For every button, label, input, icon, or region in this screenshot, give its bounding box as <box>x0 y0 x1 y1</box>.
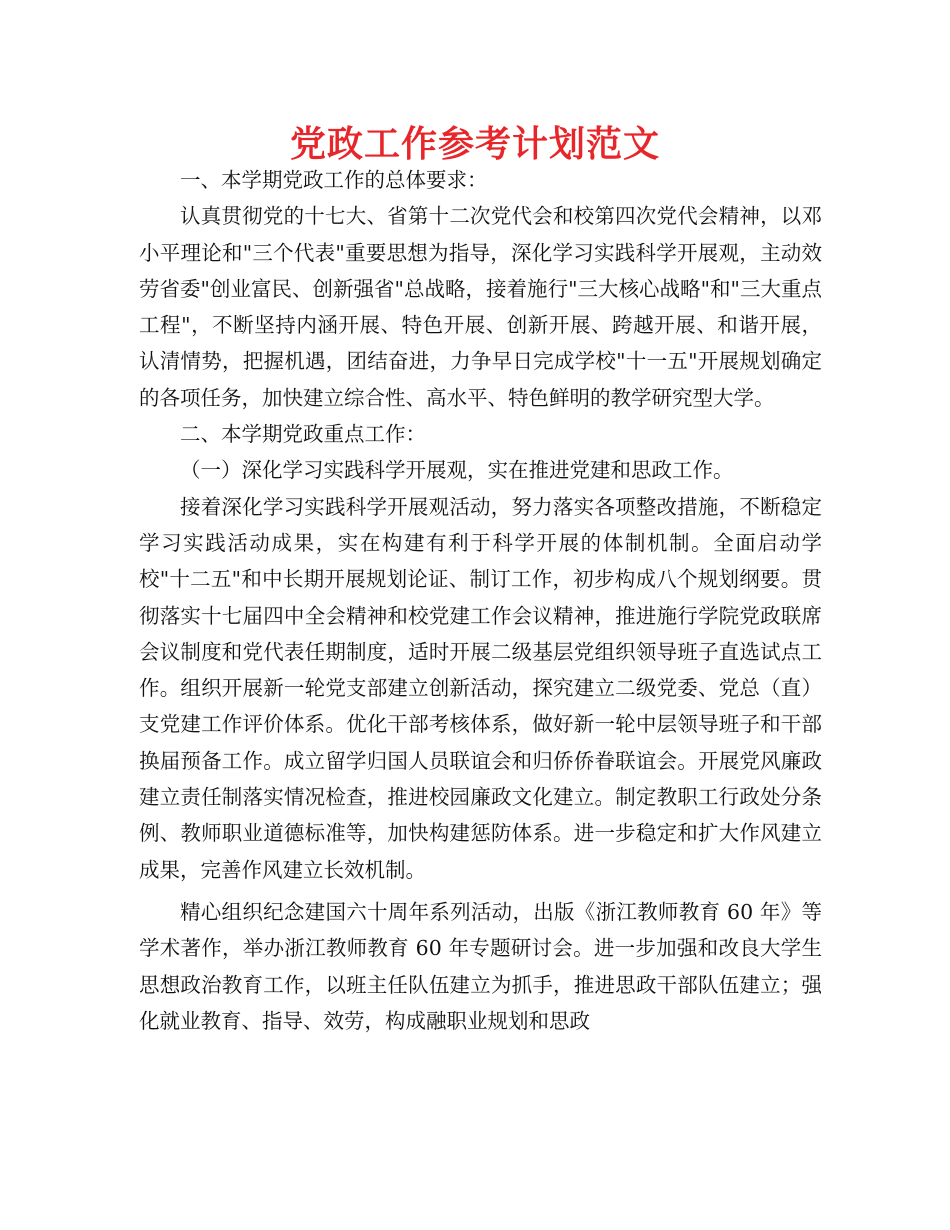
section-heading-2: 二、本学期党政重点工作： <box>180 422 426 447</box>
document-body <box>139 162 822 1039</box>
section-heading-1: 一、本学期党政工作的总体要求： <box>180 168 488 192</box>
paragraph-party-building: 接着深化学习实践科学开展观活动，努力落实各项整改措施，不断稳定学习实践活动成果，实在构建有利于科学开展的体制机制。全面启动学校"十二五"和中长期开展规划论证、制订工作，初步构成八个规划纲要。贯彻落实十七届四中全会精神和校党建工作会议精神，推进施行学院党政联席会议制度和党代表任期制度，适时开展二级基层党组织领导班子直选试点工作。组织开展新一轮党支部建立创新活动，探究建立二级党委、党总（直）支党建工作评价体系。优化干部考核体系，做好新一轮中层领导班子和干部换届预备工作。成立留学归国人员联谊会和归侨侨眷联谊会。开展党风廉政建立责任制落实情况检查，推进校园廉政文化建立。制定教职工行政处分条例、教师职业道德标准等，加快构建惩防体系。进一步稳定和扩大作风建立成果，完善作风建立长效机制。 <box>139 494 822 882</box>
paragraph-overall-requirements: 认真贯彻党的十七大、省第十二次党代会和校第四次党代会精神，以邓小平理论和"三个代表"重要思想为指导，深化学习实践科学开展观，主动效劳省委"创业富民、创新强省"总战略，接着施行"三大核心战略"和"三大重点工程"，不断坚持内涵开展、特色开展、创新开展、跨越开展、和谐开展，认清情势，把握机遇，团结奋进，力争早日完成学校"十一五"开展规划确定的各项任务，加快建立综合性、高水平、特色鲜明的教学研究型大学。 <box>139 204 822 410</box>
paragraph-anniversary-activities: 精心组织纪念建国六十周年系列活动，出版《浙江教师教育 60 年》等学术著作，举办浙江教师教育 60 年专题研讨会。进一步加强和改良大学生思想政治教育工作，以班主任队伍建立为抓手，推进思政干部队伍建立；强化就业教育、指导、效劳，构成融职业规划和思政 <box>139 899 822 1033</box>
document-title: 党政工作参考计划范文 <box>289 124 660 165</box>
subsection-heading-1: （一）深化学习实践科学开展观，实在推进党建和思政工作。 <box>180 458 734 483</box>
